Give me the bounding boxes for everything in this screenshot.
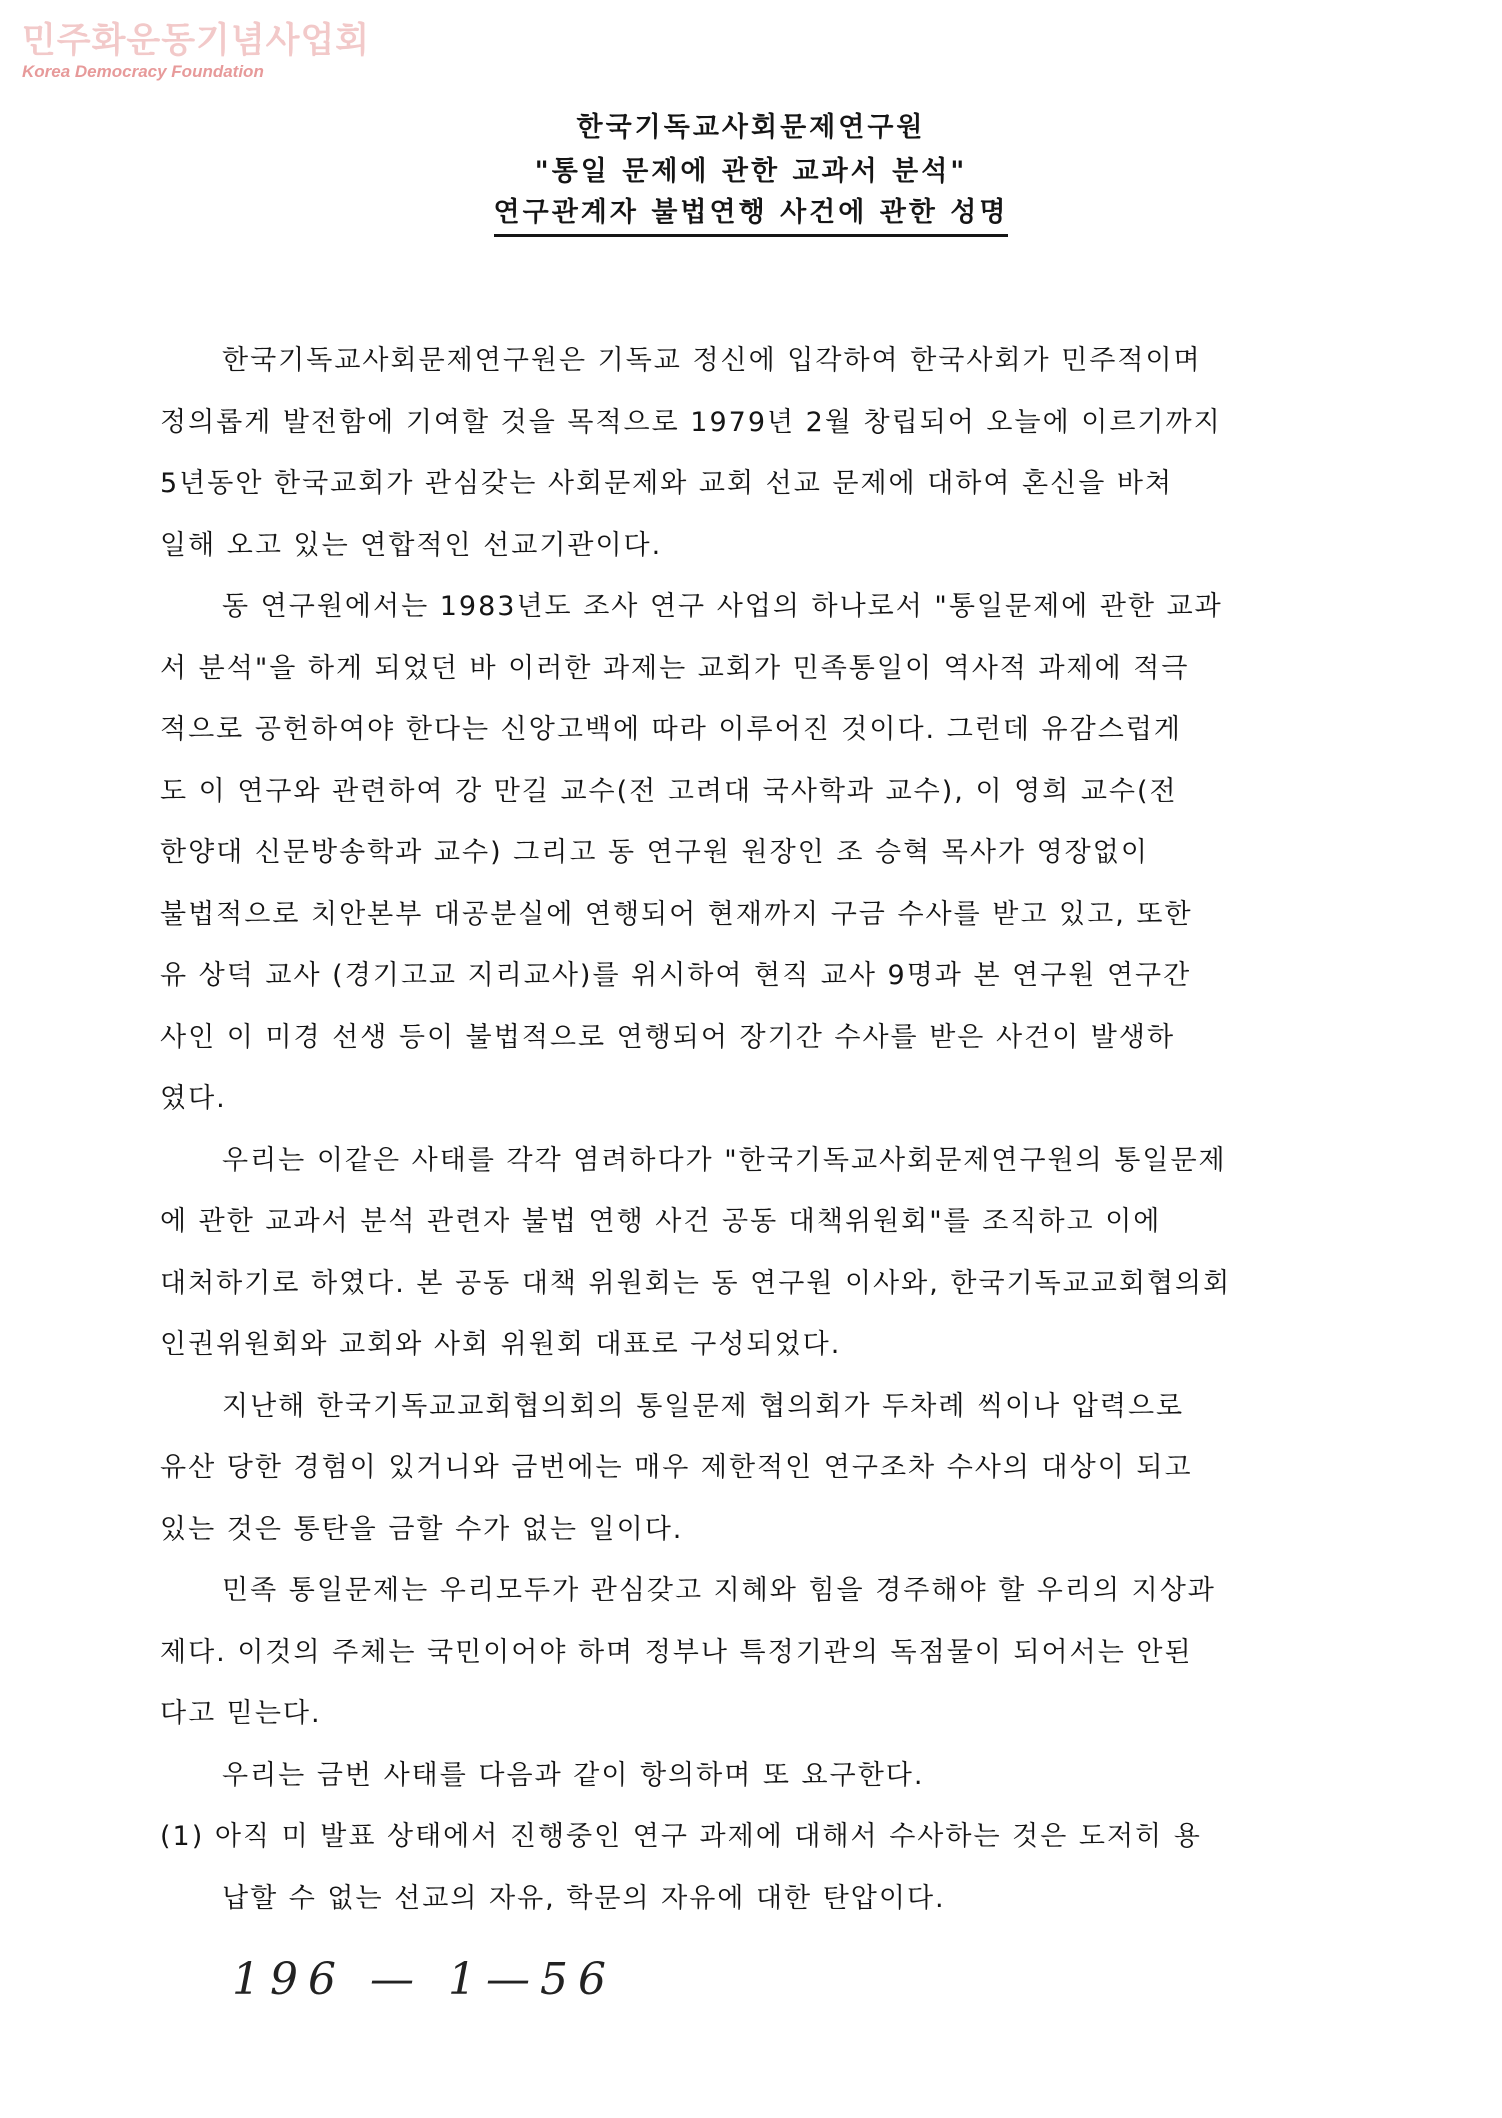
header-title: 연구관계자 불법연행 사건에 관한 성명 — [494, 194, 1009, 237]
body-line: 정의롭게 발전함에 기여할 것을 목적으로 1979년 2월 창립되어 오늘에 이르기까지 — [160, 406, 1222, 438]
body-line: 지난해 한국기독교교회협의회의 통일문제 협의회가 두차례 씩이나 압력으로 — [222, 1390, 1185, 1422]
body-line: 유 상덕 교사 (경기고교 지리교사)를 위시하여 현직 교사 9명과 본 연구원 연구간 — [160, 960, 1192, 991]
body-line: 우리는 이같은 사태를 각각 염려하다가 "한국기독교사회문제연구원의 통일문제 — [222, 1144, 1227, 1176]
body-line: 일해 오고 있는 연합적인 선교기관이다. — [160, 529, 663, 561]
body-line: 5년동안 한국교회가 관심갖는 사회문제와 교회 선교 문제에 대하여 혼신을 바쳐 — [160, 468, 1174, 499]
body-line: 적으로 공헌하여야 한다는 신앙고백에 따라 이루어진 것이다. 그런데 유감스럽게 — [160, 714, 1182, 745]
watermark-korean: 민주화운동기념사업회 — [22, 21, 371, 61]
body-line: 다고 믿는다. — [160, 1698, 322, 1729]
body-line: 한국기독교사회문제연구원은 기독교 정신에 입각하여 한국사회가 민주적이며 — [222, 345, 1202, 376]
body-line: 였다. — [160, 1083, 227, 1114]
body-line: 한양대 신문방송학과 교수) 그리고 동 연구원 원장인 조 승혁 목사가 영장없이 — [160, 837, 1149, 868]
header-subject: "통일 문제에 관한 교과서 분석" — [534, 156, 968, 187]
body-line: 서 분석"을 하게 되었던 바 이러한 과제는 교회가 민족통일이 역사적 과제에 적극 — [160, 652, 1190, 684]
handwritten-archive-number: 196 — 1—56 — [232, 1954, 616, 2005]
body-line: (1) 아직 미 발표 상태에서 진행중인 연구 과제에 대해서 수사하는 것은 도저히 용 — [160, 1821, 1202, 1852]
body-line: 에 관한 교과서 분석 관련자 불법 연행 사건 공동 대책위원회"를 조직하고 이에 — [160, 1206, 1162, 1237]
body-line: 도 이 연구와 관련하여 강 만길 교수(전 고려대 국사학과 교수), 이 영희 교수(전 — [160, 775, 1178, 807]
watermark-english: Korea Democracy Foundation — [22, 62, 264, 81]
body-line: 사인 이 미경 선생 등이 불법적으로 연행되어 장기간 수사를 받은 사건이 발생하 — [160, 1021, 1176, 1053]
body-line: 불법적으로 치안본부 대공분실에 연행되어 현재까지 구금 수사를 받고 있고, 또한 — [160, 898, 1193, 930]
watermark-logo — [22, 20, 371, 82]
body-line: 유산 당한 경험이 있거니와 금번에는 매우 제한적인 연구조차 수사의 대상이 되고 — [160, 1452, 1193, 1483]
body-line: 인권위원회와 교회와 사회 위원회 대표로 구성되었다. — [160, 1329, 842, 1360]
header-organization: 한국기독교사회문제연구원 — [576, 112, 926, 143]
body-line: 우리는 금번 사태를 다음과 같이 항의하며 또 요구한다. — [222, 1759, 925, 1791]
body-line: 있는 것은 통탄을 금할 수가 없는 일이다. — [160, 1513, 684, 1545]
body-line: 민족 통일문제는 우리모두가 관심갖고 지혜와 힘을 경주해야 할 우리의 지상과 — [222, 1575, 1216, 1606]
statement-body — [160, 330, 1370, 1929]
body-line: 대처하기로 하였다. 본 공동 대책 위원회는 동 연구원 이사와, 한국기독교교회협의회 — [160, 1267, 1232, 1299]
body-line: 납할 수 없는 선교의 자유, 학문의 자유에 대한 탄압이다. — [222, 1882, 946, 1914]
body-line: 동 연구원에서는 1983년도 조사 연구 사업의 하나로서 "통일문제에 관한 교과 — [222, 591, 1223, 622]
body-line: 제다. 이것의 주체는 국민이어야 하며 정부나 특정기관의 독점물이 되어서는 안된 — [160, 1636, 1193, 1668]
document-header — [0, 106, 1502, 237]
